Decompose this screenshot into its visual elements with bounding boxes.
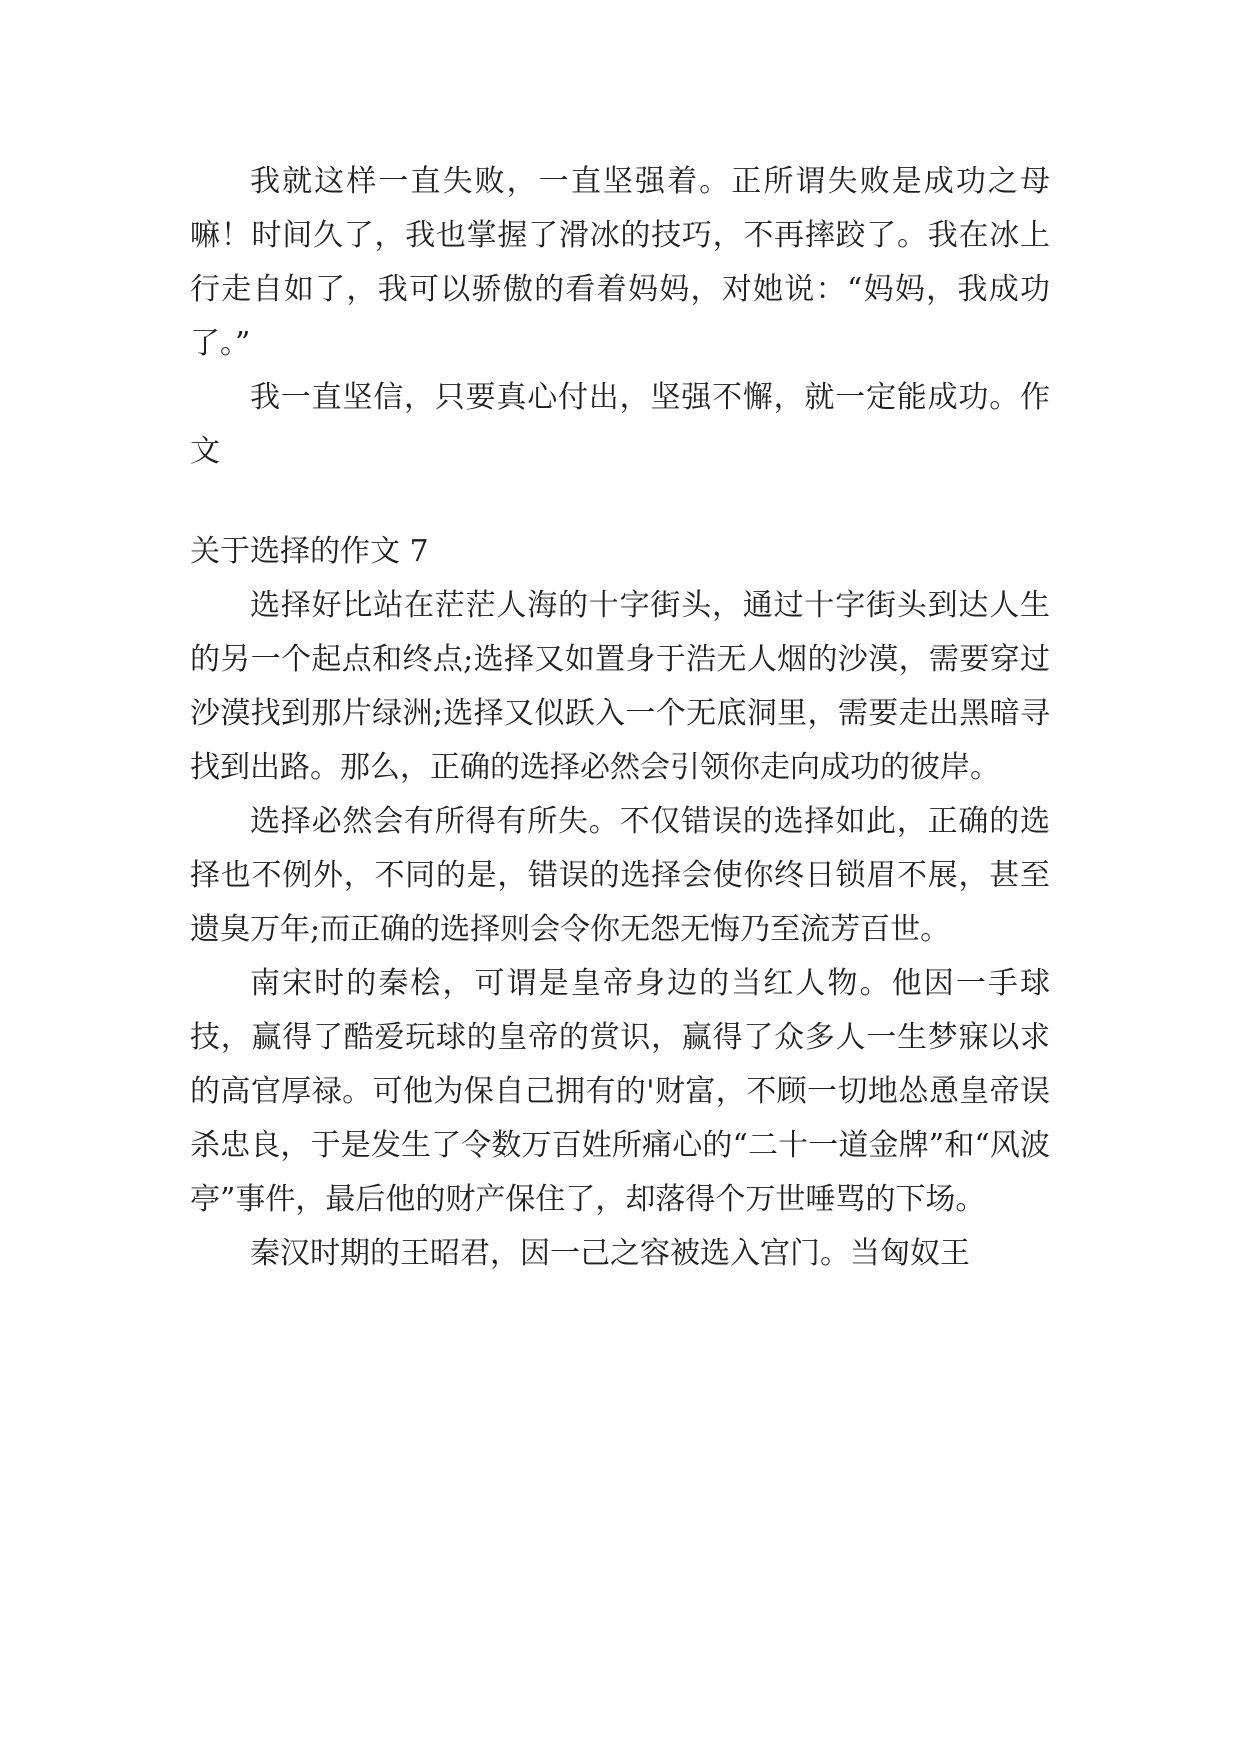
paragraph: 选择好比站在茫茫人海的十字街头，通过十字街头到达人生的另一个起点和终点;选择又如置身于浩无人烟的沙漠，需要穿过沙漠找到那片绿洲;选择又似跃入一个无底洞里，需要走出黑暗寻找到出路。那么，正确的选择必然会引领你走向成功的彼岸。 — [190, 588, 1050, 785]
document-body — [190, 155, 1050, 1281]
paragraph: 南宋时的秦桧，可谓是皇帝身边的当红人物。他因一手球技，赢得了酷爱玩球的皇帝的赏识，赢得了众多人一生梦寐以求的高官厚禄。可他为保自己拥有的'财富，不顾一切地怂恿皇帝误杀忠良，于是发生了令数万百姓所痛心的“二十一道金牌”和“风波亭”事件，最后他的财产保住了，却落得个万世唾骂的下场。 — [190, 966, 1050, 1217]
section-heading: 关于选择的作文 7 — [190, 534, 429, 569]
paragraph: 选择必然会有所得有所失。不仅错误的选择如此，正确的选择也不例外，不同的是，错误的选择会使你终日锁眉不展，甚至遗臭万年;而正确的选择则会令你无怨无悔乃至流芳百世。 — [190, 804, 1050, 947]
paragraph: 我就这样一直失败，一直坚强着。正所谓失败是成功之母嘛！时间久了，我也掌握了滑冰的技巧，不再摔跤了。我在冰上行走自如了，我可以骄傲的看着妈妈，对她说：“妈妈，我成功了。” — [190, 164, 1050, 361]
paragraph: 秦汉时期的王昭君，因一己之容被选入宫门。当匈奴王 — [250, 1236, 970, 1271]
paragraph: 我一直坚信，只要真心付出，坚强不懈，就一定能成功。作文 — [190, 380, 1050, 469]
